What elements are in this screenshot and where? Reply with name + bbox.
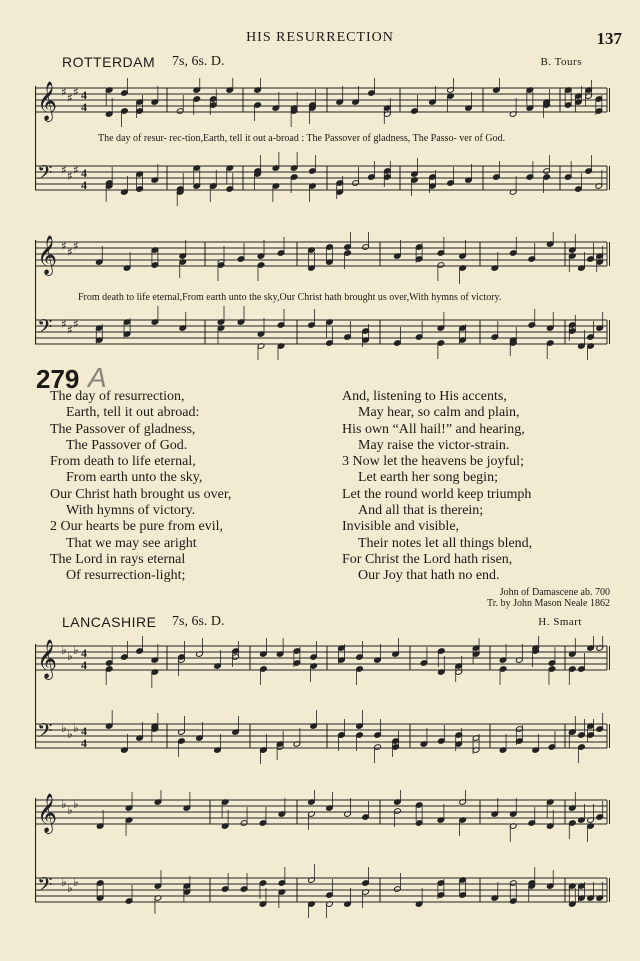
verse-line: 3 Now let the heavens be joyful; xyxy=(342,454,524,470)
svg-text:♭: ♭ xyxy=(73,721,79,735)
svg-text:♯: ♯ xyxy=(61,163,67,177)
verse-line: Our Joy that hath no end. xyxy=(358,568,500,584)
svg-text:4: 4 xyxy=(81,658,87,672)
verse-line: For Christ the Lord hath risen, xyxy=(342,551,513,567)
bass-staff xyxy=(35,864,610,918)
bass-clef-icon: 𝄢 xyxy=(37,873,53,901)
page-number: 137 xyxy=(596,29,622,48)
tune-header-lancashire xyxy=(62,614,582,634)
tune-meter: 7s, 6s. D. xyxy=(172,54,225,69)
verse-line: The Passover of gladness, xyxy=(50,421,196,437)
svg-text:4: 4 xyxy=(81,178,87,192)
svg-text:4: 4 xyxy=(81,100,87,114)
svg-text:4: 4 xyxy=(81,736,87,750)
svg-text:♭: ♭ xyxy=(61,797,67,811)
verse-line: Earth, tell it out abroad: xyxy=(66,405,200,421)
bass-clef-icon: 𝄢 xyxy=(37,161,53,189)
tune-header-rotterdam xyxy=(62,54,582,74)
verse-line: His own “All hail!” and hearing, xyxy=(342,421,525,437)
svg-text:♭: ♭ xyxy=(67,727,73,741)
svg-text:♭: ♭ xyxy=(61,721,67,735)
svg-text:4: 4 xyxy=(81,166,87,180)
svg-text:♭: ♭ xyxy=(67,649,73,663)
tune-name: ROTTERDAM xyxy=(62,54,156,70)
svg-text:♯: ♯ xyxy=(73,163,79,177)
attribution-translator: Tr. by John Mason Neale 1862 xyxy=(487,598,610,609)
treble-staff xyxy=(35,78,610,127)
tune-meter: 7s, 6s. D. xyxy=(172,614,225,629)
verse-line: The day of resurrection, xyxy=(50,389,185,404)
verse-line: Our Christ hath brought us over, xyxy=(50,486,232,502)
svg-text:♯: ♯ xyxy=(67,169,73,183)
svg-text:4: 4 xyxy=(81,88,87,102)
handwritten-mark: A xyxy=(88,362,107,393)
bass-staff xyxy=(35,710,610,764)
svg-text:♯: ♯ xyxy=(67,323,73,337)
svg-text:♭: ♭ xyxy=(73,875,79,889)
bass-clef-icon: 𝄢 xyxy=(37,315,53,343)
svg-text:4: 4 xyxy=(81,646,87,660)
music-system-3 xyxy=(35,636,610,764)
treble-clef-icon: 𝄞 xyxy=(37,235,58,275)
verse-column-left xyxy=(50,389,231,585)
treble-staff xyxy=(35,232,610,284)
verse-line: From death to life eternal, xyxy=(50,454,196,470)
bass-staff xyxy=(35,152,610,206)
svg-text:♯: ♯ xyxy=(67,245,73,259)
attribution-author: John of Damascene ab. 700 xyxy=(499,587,610,598)
treble-staff xyxy=(35,790,610,842)
svg-text:♯: ♯ xyxy=(61,239,67,253)
verse-line: 2 Our hearts be pure from evil, xyxy=(50,519,223,535)
tune-name: LANCASHIRE xyxy=(62,614,157,630)
verse-line: Of resurrection-light; xyxy=(66,568,186,584)
verse-line: The Passover of God. xyxy=(66,437,188,453)
svg-text:♯: ♯ xyxy=(67,91,73,105)
verse-line: That we may see aright xyxy=(66,535,197,551)
verse-line: May hear, so calm and plain, xyxy=(358,405,520,421)
svg-text:♯: ♯ xyxy=(61,317,67,331)
staff-notation xyxy=(35,636,610,764)
treble-staff xyxy=(35,636,610,688)
lyric-underlay-1: The day of resur- rec-tion,Earth, tell it out a-broad : The Passover of gladness, The Passo- ver of God. xyxy=(98,133,506,144)
verse-line: Let the round world keep triumph xyxy=(342,486,532,502)
svg-text:♯: ♯ xyxy=(73,239,79,253)
verse-line: And all that is therein; xyxy=(358,503,484,519)
svg-text:♭: ♭ xyxy=(67,803,73,817)
lyric-underlay-2: From death to life eternal,From earth unto the sky,Our Christ hath brought us over,With hymns of victory. xyxy=(78,292,502,303)
svg-text:♭: ♭ xyxy=(73,797,79,811)
verse-line: Let earth her song begin; xyxy=(358,470,498,486)
composer: H. Smart xyxy=(538,616,582,628)
running-head: HIS RESURRECTION xyxy=(246,30,394,45)
verse-line: Invisible and visible, xyxy=(342,519,460,535)
svg-text:4: 4 xyxy=(81,724,87,738)
svg-text:♯: ♯ xyxy=(61,85,67,99)
hymn-number: 279 xyxy=(36,364,80,394)
staff-notation xyxy=(35,790,610,918)
svg-text:♯: ♯ xyxy=(73,85,79,99)
svg-text:♭: ♭ xyxy=(61,875,67,889)
bass-clef-icon: 𝄢 xyxy=(37,719,53,747)
verse-line: May raise the victor-strain. xyxy=(358,437,510,453)
bass-staff xyxy=(35,306,610,360)
treble-clef-icon: 𝄞 xyxy=(37,793,58,833)
verse-line: And, listening to His accents, xyxy=(342,389,507,404)
verse-column-right xyxy=(342,389,532,585)
svg-text:♭: ♭ xyxy=(61,643,67,657)
svg-text:♯: ♯ xyxy=(73,317,79,331)
music-system-4 xyxy=(35,790,610,918)
verse-line: With hymns of victory. xyxy=(66,503,196,519)
treble-clef-icon: 𝄞 xyxy=(37,639,58,679)
composer: B. Tours xyxy=(540,56,582,68)
treble-clef-icon: 𝄞 xyxy=(37,81,58,121)
verse-line: The Lord in rays eternal xyxy=(50,551,186,567)
svg-text:♭: ♭ xyxy=(73,643,79,657)
verse-line: Their notes let all things blend, xyxy=(358,535,533,551)
verse-line: From earth unto the sky, xyxy=(66,470,203,486)
svg-text:♭: ♭ xyxy=(67,881,73,895)
